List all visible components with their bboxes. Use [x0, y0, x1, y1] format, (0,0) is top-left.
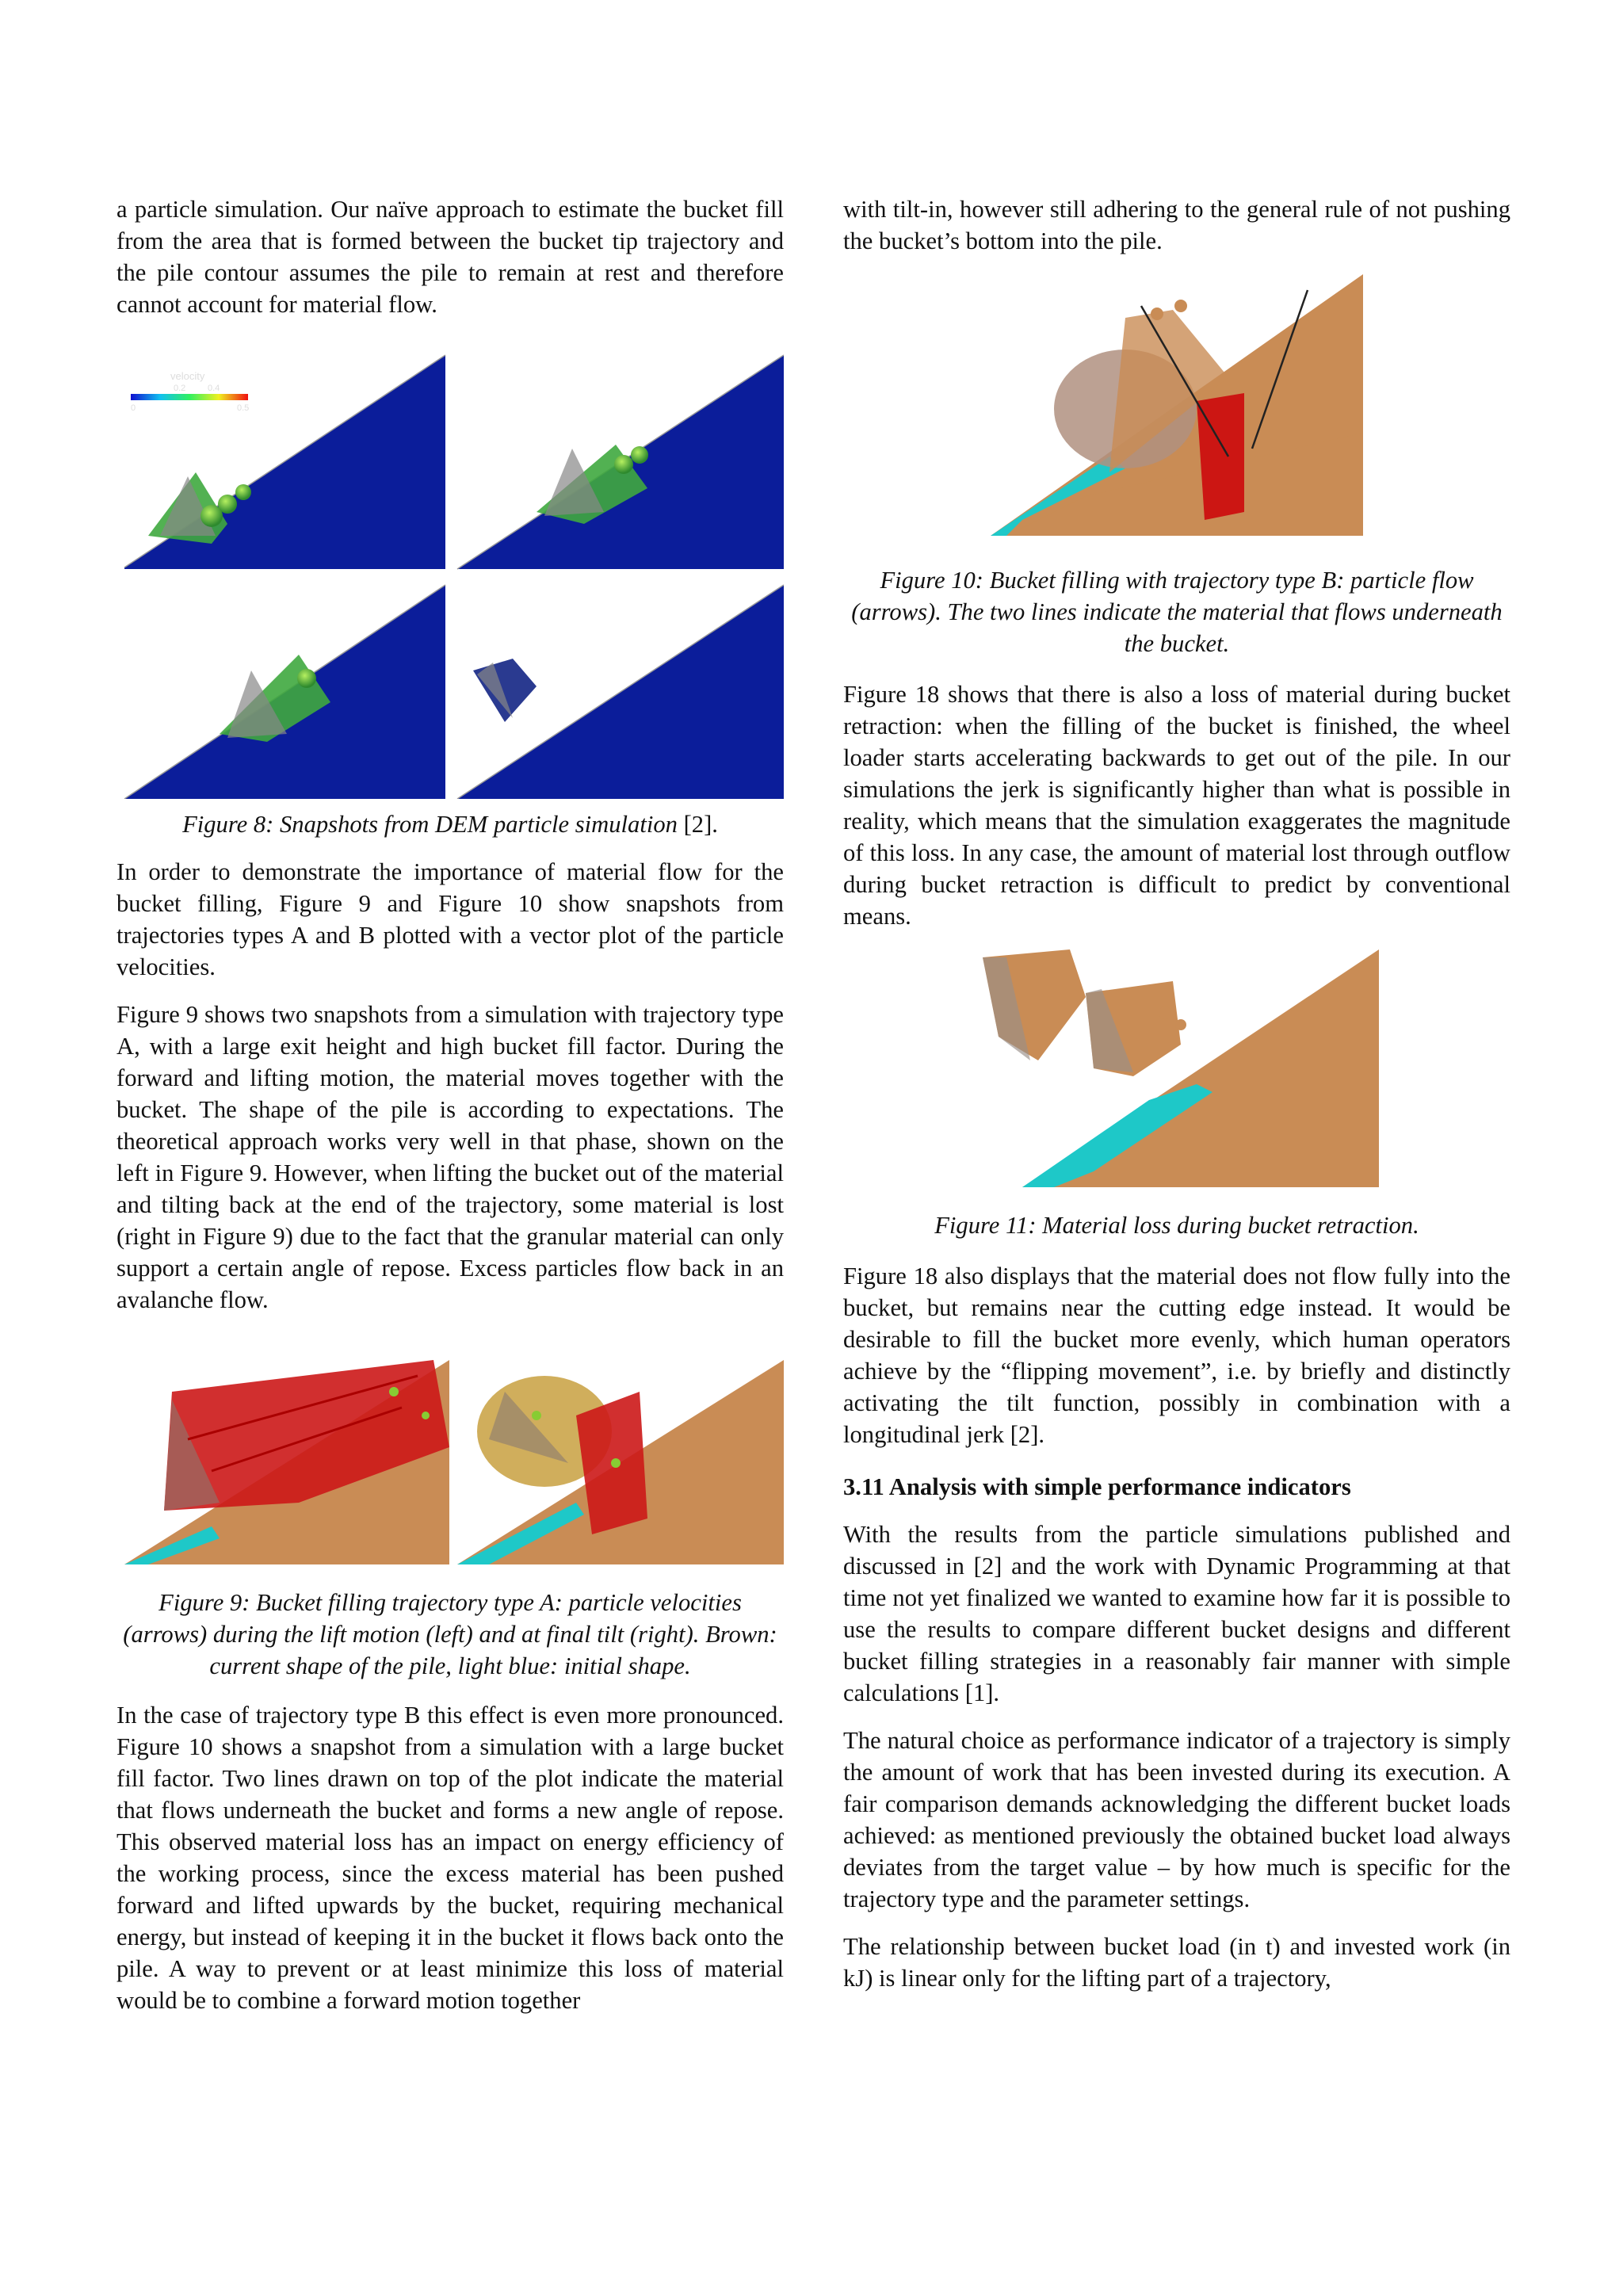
paragraph: In the case of trajectory type B this effect is even more pronounced. Figure 10 shows a snapshot from a simulation with a large bucket fill factor. Two lines drawn on top of the plot indicate the material that flows underneath the bucket and forms a new angle of repose. This observed material loss has an impact on energy efficiency of the working process, since the excess material has been pushed forward and lifted upwards by the bucket, requiring mechanical energy, but instead of keeping it in the bucket it flows back onto the pile. A way to prevent or at least minimize this loss of material would be to combine a forward motion together: [116, 1702, 784, 2014]
final-tilt-panel: [457, 1360, 784, 1564]
paragraph: The relationship between bucket load (in t) and invested work (in kJ) is linear only for the lifting part of a trajectory,: [843, 1933, 1510, 1992]
legend-tick: 0.5: [237, 403, 250, 413]
snapshot-3: [124, 585, 445, 799]
legend-title: velocity: [170, 370, 205, 382]
paragraph: Figure 18 shows that there is also a loss of material during bucket retraction: when the filling of the bucket is finished, the wheel loader starts accelerating backwards to get out of the pile. In our simulations the jerk is significantly higher than what is possible in reality, which means that the simulation exaggerates the magnitude of this loss. In any case, the amount of material lost through outflow during bucket retraction is difficult to predict by conventional means.: [843, 681, 1510, 930]
figure-11: [843, 949, 1510, 1187]
left-column: [116, 193, 784, 2016]
section-heading: 3.11 Analysis with simple performance indicators: [843, 1473, 1351, 1500]
velocity-legend: [131, 370, 249, 413]
legend-tick: 0.4: [208, 384, 220, 393]
paragraph: The natural choice as performance indicator of a trajectory is simply the amount of work that has been invested during its execution. A fair comparison demands acknowledging the different bucket loads achieved: as mentioned previously the obtained bucket load always deviates from the target value – by how much is specific for the trajectory type and the parameter settings.: [843, 1727, 1510, 1912]
color-bar: [131, 394, 248, 400]
legend-tick: 0.2: [174, 384, 186, 393]
caption-ref: [2].: [683, 811, 718, 838]
paragraph: with tilt-in, however still adhering to the general rule of not pushing the bucket’s bottom into the pile.: [843, 196, 1510, 254]
figure-8-caption: [116, 808, 784, 840]
material-loss-image: [843, 949, 1510, 1187]
trajectory-b-image: [843, 274, 1510, 536]
figure-9: [116, 1344, 784, 1566]
snapshot-4: [457, 585, 784, 799]
trajectory-a-image: [116, 1344, 784, 1566]
paragraph: With the results from the particle simulations published and discussed in [2] and the work with Dynamic Programming at that time not yet finalized we wanted to examine how far it is possible to use the results to compare different bucket designs and different bucket filling strategies in a reasonably fair manner with simple calculations [1].: [843, 1521, 1510, 1706]
figure-9-caption: Figure 9: Bucket filling trajectory type A: particle velocities (arrows) during the lift motion (left) and at final tilt (right). Brown: current shape of the pile, light blue: initial shape.: [123, 1589, 777, 1679]
figure-10-caption: Figure 10: Bucket filling with trajectory type B: particle flow (arrows). The two lines indicate the material that flows underneath the bucket.: [851, 567, 1503, 657]
snapshot-1: [124, 355, 445, 569]
paragraph: Figure 9 shows two snapshots from a simulation with trajectory type A, with a large exit height and high bucket fill factor. During the forward and lifting motion, the material moves together with the bucket. The shape of the pile is according to expectations. The theoretical approach works very well in that phase, shown on the left in Figure 9. However, when lifting the bucket out of the material and tilting back at the end of the trajectory, some material is lost (right in Figure 9) due to the fact that the granular material can only support a certain angle of repose. Excess particles flow back in an avalanche flow.: [116, 1001, 784, 1313]
snapshot-2: [457, 355, 784, 569]
dem-snapshots-image: [116, 353, 784, 799]
paragraph: a particle simulation. Our naïve approach to estimate the bucket fill from the area that is formed between the bucket tip trajectory and the pile contour assumes the pile to remain at rest and therefore cannot account for material flow.: [116, 196, 784, 318]
paragraph: In order to demonstrate the importance of material flow for the bucket filling, Figure 9 and Figure 10 show snapshots from trajectories types A and B plotted with a vector plot of the particle velocities.: [116, 858, 784, 980]
caption-text: Figure 8: Snapshots from DEM particle simulation: [182, 811, 678, 838]
figure-11-caption: Figure 11: Material loss during bucket retraction.: [934, 1212, 1419, 1239]
legend-tick: 0: [131, 403, 136, 413]
lift-motion-panel: [124, 1360, 449, 1564]
right-column: [843, 193, 1510, 1994]
figure-10: [843, 274, 1510, 536]
figure-8: [116, 353, 784, 799]
paragraph: Figure 18 also displays that the material does not flow fully into the bucket, but remains near the cutting edge instead. It would be desirable to fill the bucket more evenly, which human operators achieve by the “flipping movement”, i.e. by briefly and distinctly activating the tilt function, possibly in combination with a longitudinal jerk [2].: [843, 1263, 1510, 1448]
